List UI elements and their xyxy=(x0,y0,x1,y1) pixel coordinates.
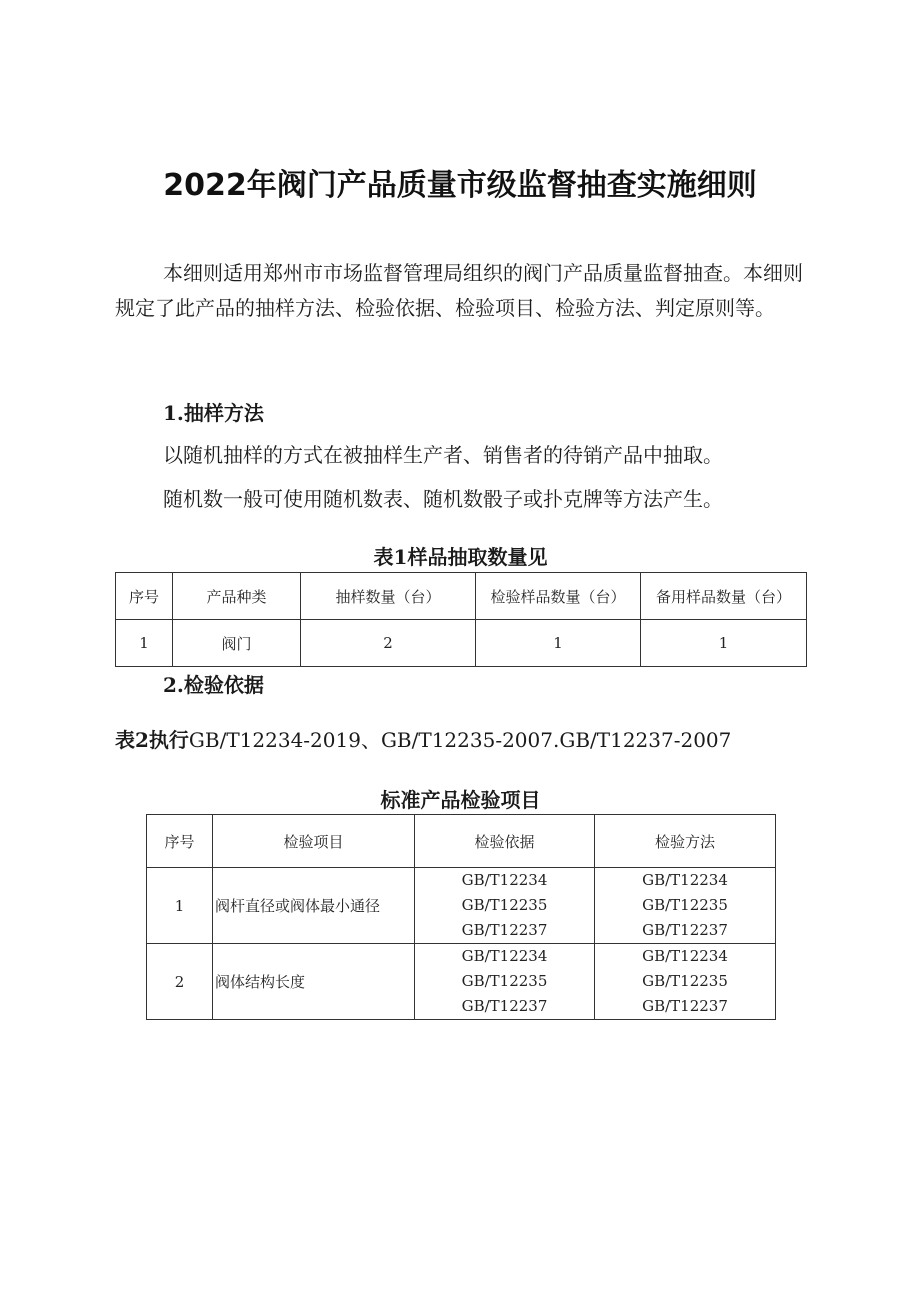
execution-standards-line xyxy=(115,725,731,755)
intro-paragraph: 本细则适用郑州市市场监督管理局组织的阀门产品质量监督抽查。本细则规定了此产品的抽样方法、检验依据、检验项目、检验方法、判定原则等。 xyxy=(115,261,803,320)
table-row xyxy=(116,620,807,667)
execution-standards: GB/T12234-2019、GB/T12235-2007.GB/T12237-2007 xyxy=(188,728,732,752)
standard-code: GB/T12235 xyxy=(461,972,548,990)
method-cell xyxy=(595,944,776,1020)
row-number: 2 xyxy=(147,944,213,1020)
standard-code: GB/T12237 xyxy=(642,921,728,939)
table-header-row xyxy=(116,573,807,620)
inspection-items-table xyxy=(146,814,776,1020)
standard-code: GB/T12234 xyxy=(461,871,548,889)
standard-code: GB/T12235 xyxy=(642,896,728,914)
standard-code: GB/T12235 xyxy=(642,972,728,990)
standard-code: GB/T12234 xyxy=(642,947,728,965)
header-cell: 抽样数量（台） xyxy=(301,573,476,620)
table1-caption: 表1样品抽取数量见 xyxy=(373,545,548,569)
header-cell: 备用样品数量（台） xyxy=(641,573,807,620)
table-row xyxy=(147,868,776,944)
header-cell: 检验方法 xyxy=(595,815,776,868)
header-cell: 序号 xyxy=(116,573,173,620)
inspection-item: 阀杆直径或阀体最小通径 xyxy=(213,868,415,944)
execution-label: 表2执行 xyxy=(115,728,189,752)
standard-code: GB/T12234 xyxy=(642,871,728,889)
standard-code: GB/T12235 xyxy=(461,896,548,914)
sample-quantity-table xyxy=(115,572,807,667)
row-number: 1 xyxy=(147,868,213,944)
inspection-item: 阀体结构长度 xyxy=(213,944,415,1020)
table-cell: 阀门 xyxy=(173,620,301,667)
table2-caption: 标准产品检验项目 xyxy=(380,788,541,812)
standard-code: GB/T12234 xyxy=(461,947,548,965)
header-cell: 检验项目 xyxy=(213,815,415,868)
basis-cell xyxy=(415,868,595,944)
table-header-row xyxy=(147,815,776,868)
section-heading-basis: 2.检验依据 xyxy=(163,673,264,697)
basis-cell xyxy=(415,944,595,1020)
standard-code: GB/T12237 xyxy=(642,997,728,1015)
section-heading-sampling: 1.抽样方法 xyxy=(163,401,264,425)
header-cell: 检验样品数量（台） xyxy=(476,573,641,620)
header-cell: 序号 xyxy=(147,815,213,868)
table-cell: 1 xyxy=(641,620,807,667)
sampling-text-line-2: 随机数一般可使用随机数表、随机数骰子或扑克牌等方法产生。 xyxy=(163,487,723,511)
table-cell: 2 xyxy=(301,620,476,667)
header-cell: 产品种类 xyxy=(173,573,301,620)
header-cell: 检验依据 xyxy=(415,815,595,868)
standard-code: GB/T12237 xyxy=(461,997,548,1015)
table-row xyxy=(147,944,776,1020)
method-cell xyxy=(595,868,776,944)
sampling-text-line-1: 以随机抽样的方式在被抽样生产者、销售者的待销产品中抽取。 xyxy=(163,443,723,467)
table-cell: 1 xyxy=(116,620,173,667)
standard-code: GB/T12237 xyxy=(461,921,548,939)
table-cell: 1 xyxy=(476,620,641,667)
page-title: 2022年阀门产品质量市级监督抽查实施细则 xyxy=(163,168,757,203)
